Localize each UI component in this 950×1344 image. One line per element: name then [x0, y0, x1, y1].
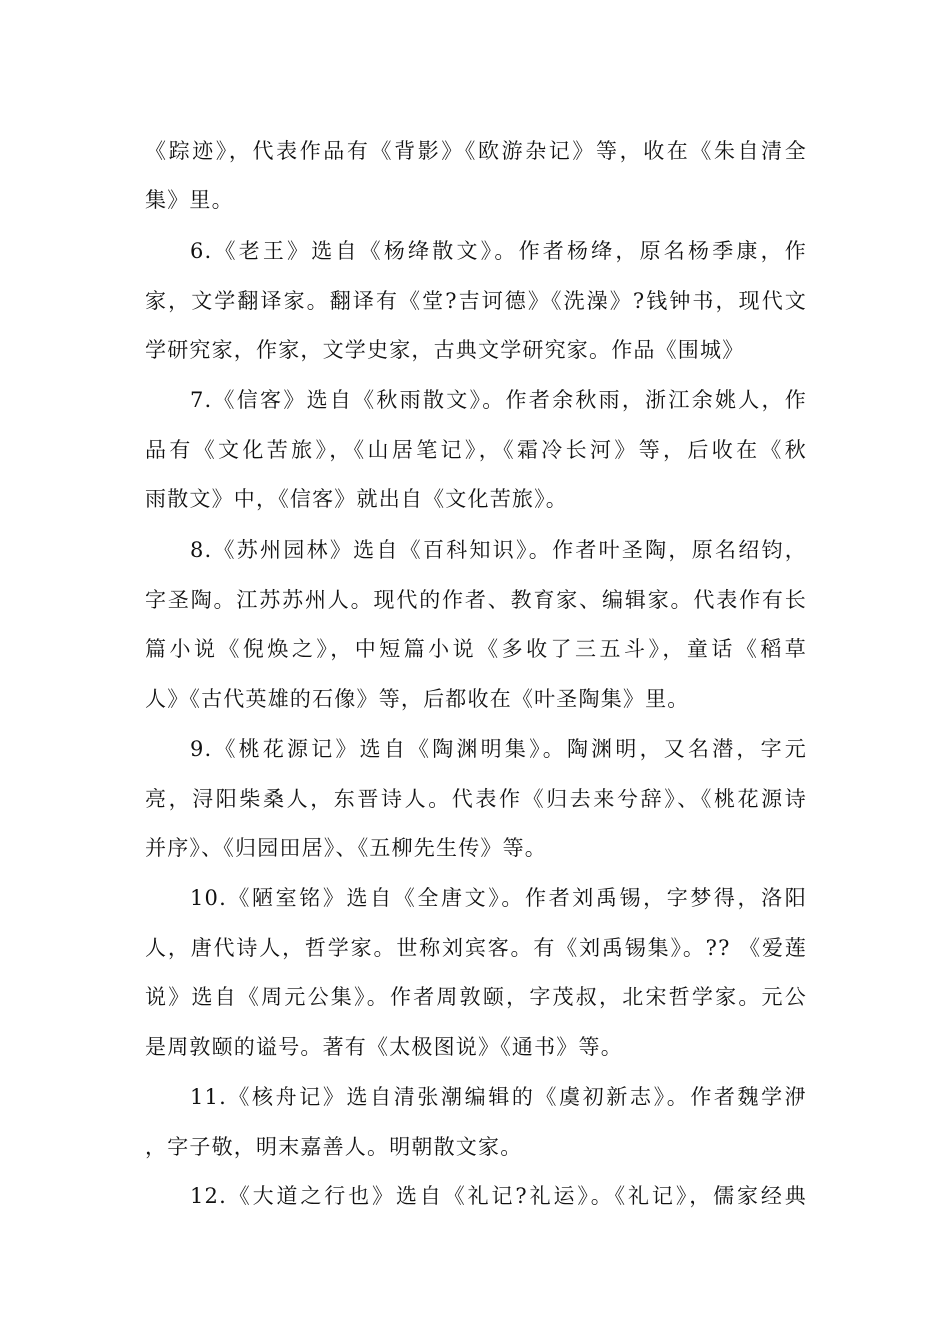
- text-line: 人》《古代英雄的石像》等，后都收在《叶圣陶集》里。: [145, 687, 690, 711]
- text-line: 说》选自《周元公集》。作者周敦颐，字茂叔，北宋哲学家。元公: [145, 985, 807, 1009]
- text-line: 12.《大道之行也》选自《礼记?礼运》。《礼记》，儒家经典: [190, 1184, 807, 1208]
- text-line: 7.《信客》选自《秋雨散文》。作者余秋雨，浙江余姚人，作: [190, 388, 807, 412]
- text-line: 品有《文化苦旅》，《山居笔记》，《霜冷长河》等，后收在《秋: [145, 438, 807, 462]
- text-line: 字圣陶。江苏苏州人。现代的作者、教育家、编辑家。代表作有长: [145, 588, 807, 612]
- text-line: ，字子敬，明末嘉善人。明朝散文家。: [145, 1135, 523, 1159]
- text-line: 篇小说《倪焕之》，中短篇小说《多收了三五斗》，童话《稻草: [145, 637, 807, 661]
- text-line: 6.《老王》选自《杨绛散文》。作者杨绛，原名杨季康，作: [190, 239, 807, 263]
- text-line: 雨散文》中，《信客》就出自《文化苦旅》。: [145, 487, 568, 511]
- text-line: 8.《苏州园林》选自《百科知识》。作者叶圣陶，原名绍钧，: [190, 538, 807, 562]
- text-line: 11.《核舟记》选自清张潮编辑的《虞初新志》。作者魏学洢: [190, 1085, 807, 1109]
- text-line: 并序》、《归园田居》、《五柳先生传》等。: [145, 836, 547, 860]
- text-line: 9.《桃花源记》选自《陶渊明集》。陶渊明，又名潜，字元: [190, 737, 807, 761]
- text-line: 集》里。: [145, 188, 234, 212]
- text-line: 是周敦颐的谥号。著有《太极图说》《通书》等。: [145, 1035, 623, 1059]
- text-line: 家，文学翻译家。翻译有《堂?吉诃德》《洗澡》?钱钟书，现代文: [145, 289, 807, 313]
- text-line: 学研究家，作家，文学史家，古典文学研究家。作品《围城》: [145, 338, 745, 362]
- text-line: 人，唐代诗人，哲学家。世称刘宾客。有《刘禹锡集》。?? 《爱莲: [145, 936, 807, 960]
- text-line: 《踪迹》，代表作品有《背影》《欧游杂记》等，收在《朱自清全: [145, 139, 807, 163]
- text-line: 亮，浔阳柴桑人，东晋诗人。代表作《归去来兮辞》、《桃花源诗: [145, 787, 807, 811]
- text-line: 10.《陋室铭》选自《全唐文》。作者刘禹锡，字梦得，洛阳: [190, 886, 807, 910]
